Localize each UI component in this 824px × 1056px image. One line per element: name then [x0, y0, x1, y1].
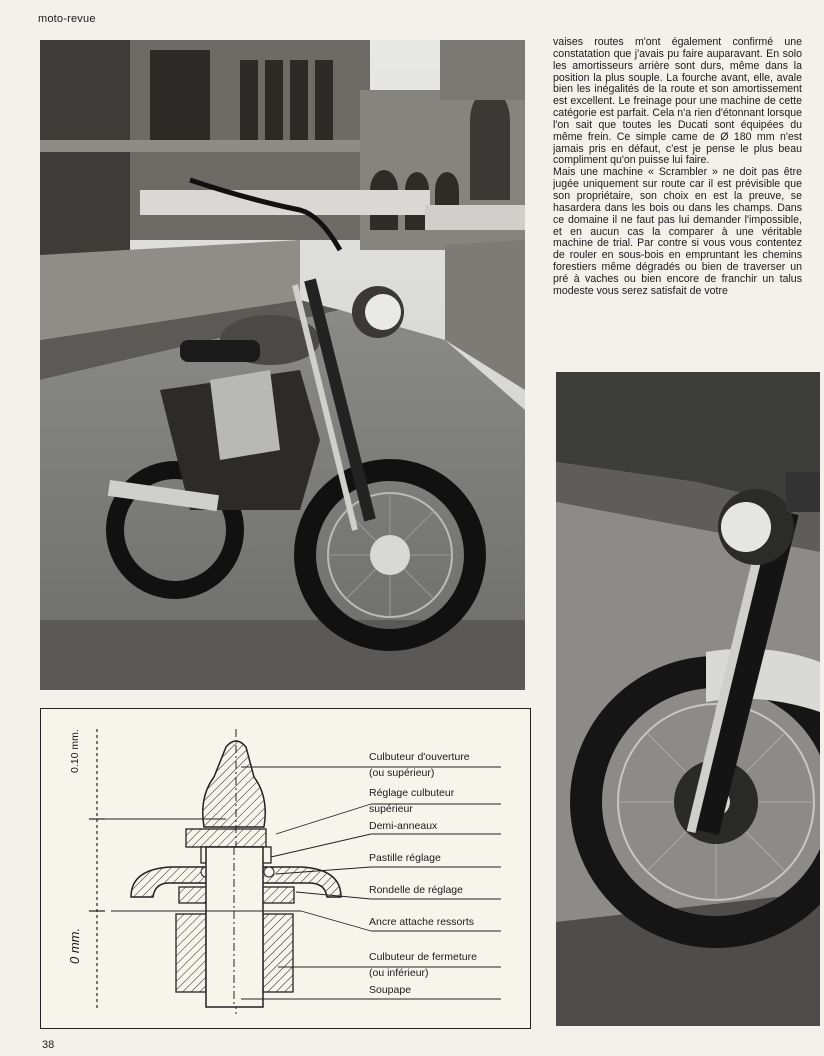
article-paragraph: vaises routes m'ont également confirmé une constatation que j'avais pu faire auparavant. En solo les amortisseurs arrière sont durs, même dans la position la plus souple. La fourche avant, elle, avale bien les inégalités de la route et son amortissement est excellent. Le freinage pour une machine de cette catégorie est parfait. Cela n'a rien d'étonnant lorsque l'on sait que toutes les Ducati sont équipées du même frein. Ce simple came de Ø 180 mm n'est jamais pris en défaut, c'est je pense le plus beau compliment qu'on puisse lui faire. [553, 37, 802, 167]
article-text [553, 37, 802, 362]
label-adjust-upper: Réglage culbuteur [369, 787, 455, 799]
label-lower-rocker: Culbuteur de fermeture [369, 951, 477, 963]
label-spring-anchor: Ancre attache ressorts [369, 916, 475, 928]
section-header: moto-revue [38, 13, 96, 25]
label-lower-rocker-sub: (ou inférieur) [369, 967, 429, 979]
front-wheel-photo [556, 372, 820, 1026]
motorcycle-photo [40, 40, 525, 690]
label-upper-rocker-sub: (ou supérieur) [369, 767, 435, 779]
label-valve: Soupape [369, 984, 412, 996]
label-upper-rocker: Culbuteur d'ouverture [369, 751, 470, 763]
label-shim: Pastille réglage [369, 852, 441, 864]
label-adjust-upper-sub: supérieur [369, 803, 413, 815]
label-washer: Rondelle de réglage [369, 884, 463, 896]
article-paragraph: Mais une machine « Scrambler » ne doit pas être jugée uniquement sur route car il est prévisible que son propriétaire, son choix en est la preuve, se hasardera dans les bois ou dans les champs. Dans ce domaine il ne faut pas lui demander l'impossible, et en aucun cas la comparer à une véritable machine de trial. Par contre si vous vous contentez de rouler en sous-bois en empruntant les chemins forestiers même dégradés ou bien de traverser un pré à vaches ou bien encore de franchir un talus modeste vous serez satisfait de votre [553, 166, 802, 297]
scale-top-label: 0.10 mm. [69, 729, 81, 773]
page-number: 38 [42, 1039, 55, 1051]
label-half-rings: Demi-anneaux [369, 820, 438, 832]
desmodromic-diagram [40, 708, 531, 1029]
scale-bottom-label: 0 mm. [67, 927, 82, 964]
